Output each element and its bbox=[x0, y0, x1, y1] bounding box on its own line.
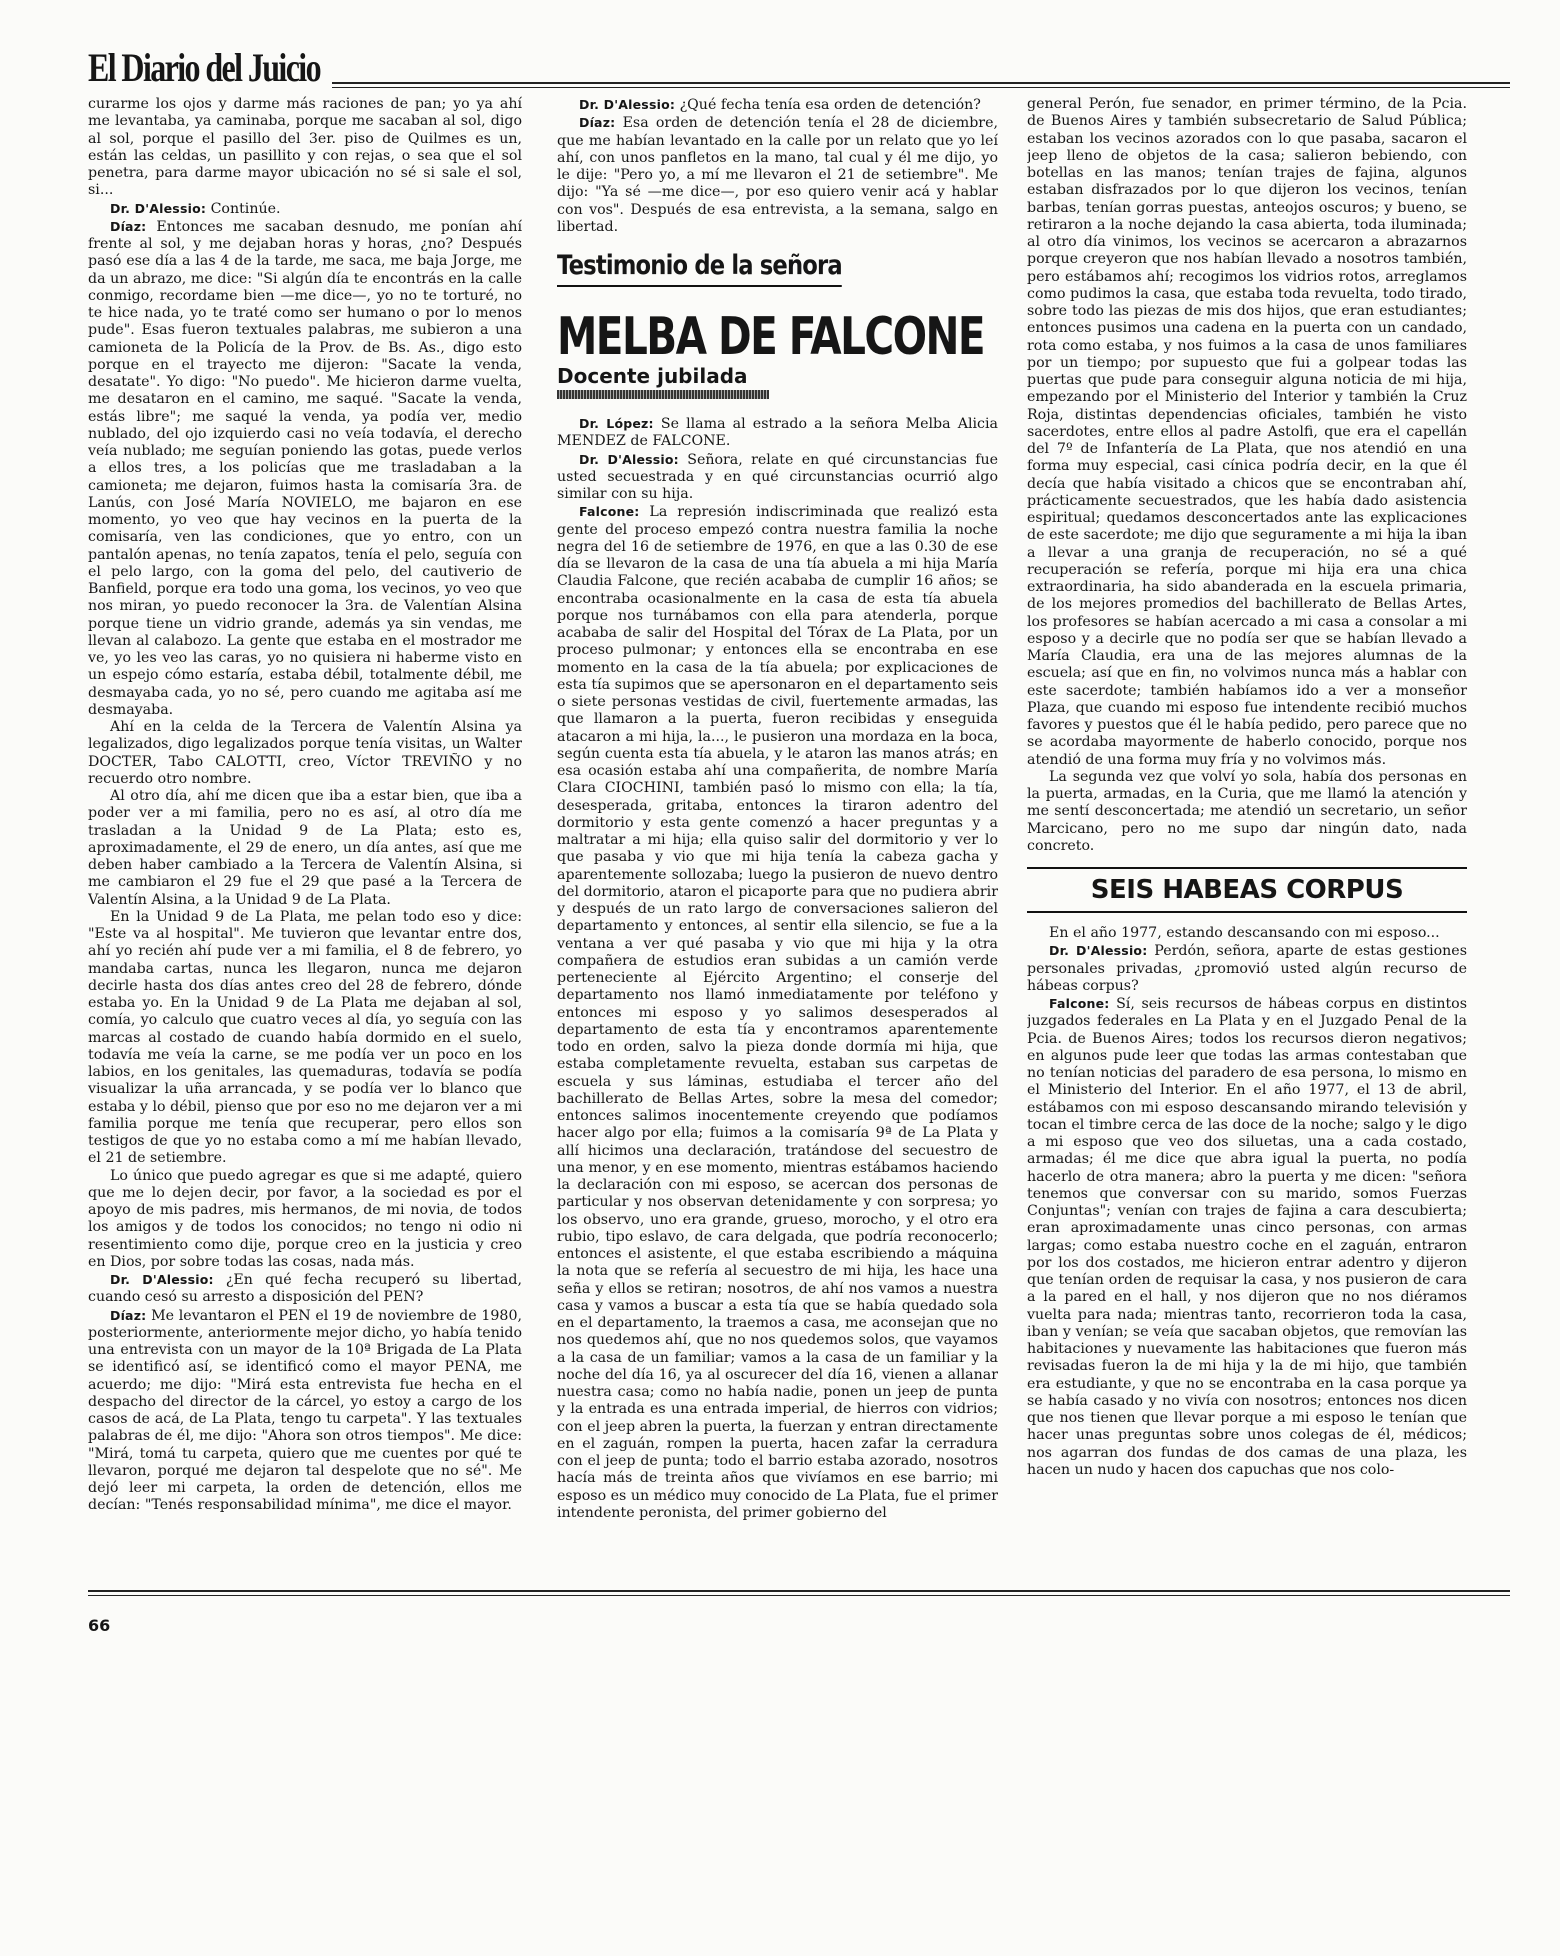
speech-text: ¿En qué fecha recuperó su libertad, cuando cesó su arresto a disposición del PEN? bbox=[88, 1272, 522, 1306]
speaker-label: Díaz: bbox=[110, 1307, 147, 1323]
speech-text: Perdón, señora, aparte de estas gestiones personales privadas, ¿promovió usted algún recurso de hábeas corpus? bbox=[1027, 943, 1467, 994]
speaker-label: Falcone: bbox=[579, 504, 640, 520]
witness-name-heading: MELBA DE FALCONE bbox=[557, 307, 985, 367]
speech-text: Señora, relate en qué circunstancias fue usted secuestrada y en qué circunstancias ocurrió algo similar con su hija. bbox=[557, 451, 998, 502]
speech-text: Me levantaron el PEN el 19 de noviembre de 1980, posteriormente, anteriormente mejor dicho, yo había tenido una entrevista con un mayor de la 10ª Brigada de La Plata se identificó así, se identificó como el mayor PENA, me acuerdo; me dijo: "Mirá esta entrevista fue hecha en el despacho del director de la cárcel, yo estoy a cargo de los casos de acá, de La Plata, tengo tu carpeta". Y las textuales palabras de él, me dijo: "Ahora son otros tiempos". Me dice: "Mirá, tomá tu carpeta, quiero que me cuentes por qué te llevaron, porqué me dejaron tal despelote que no sé". Me dejó leer mi carpeta, la orden de detención, ellos me decían: "Tenés responsabilidad mínima", me dice el mayor. bbox=[88, 1307, 522, 1514]
witness-subtitle: Docente jubilada bbox=[557, 364, 748, 388]
paragraph bbox=[557, 96, 998, 114]
speaker-label: Dr. D'Alessio: bbox=[110, 200, 207, 216]
paragraph: Ahí en la celda de la Tercera de Valentín Alsina ya legalizados, digo legalizados porque tenía visitas, un Walter DOCTER, Tabo CALOTTI, creo, Víctor TREVIÑO y no recuerdo otro nombre. bbox=[88, 719, 522, 787]
speech-text: Se llama al estrado a la señora Melba Alicia MENDEZ de FALCONE. bbox=[557, 416, 998, 450]
section-kicker: Testimonio de la señora bbox=[557, 250, 842, 287]
paragraph: general Perón, fue senador, en primer término, de la Pcia. de Buenos Aires y también subsecretario de Salud Pública; estaban los vecinos azorados con lo que pasaba, sacaron el jeep lleno de objetos de la casa; salieron bebiendo, con botellas en las manos; tenían trajes de fajina, algunos estaban disfrazados por lo que dijeron los vecinos, tenían barbas, tenían gorras puestas, anteojos oscuros; y bueno, se retiraron a la noche dejando la casa abierta, toda iluminada; al otro día vinimos, los vecinos se acercaron a abrazarnos porque creyeron que nos habían llevado a nosotros también, pero estábamos ahí; recogimos los vidrios rotos, arreglamos como pudimos la casa, que estaba toda revuelta, todo tirado, sobre todo las piezas de mis dos hijos, que eran estudiantes; entonces pusimos una cadena en la puerta con un candado, rota como estaba, y nos fuimos a la casa de unos familiares por un tiempo; por supuesto que fui a golpear todas las puertas que pude para conseguir alguna noticia de mi hija, empezando por el Ministerio del Interior y también la Cruz Roja, distintas dependencias oficiales, también he visto sacerdotes, entre ellos al padre Astolfi, que era el capellán del 7º de Infantería de La Plata, que nos atendió en una forma muy especial, casi cínica podría decir, en la que él decía que había visitado a chicos que se encontraban ahí, prácticamente secuestrados, que les había dado asistencia espiritual; quedamos desconcertados ante las explicaciones de este sacerdote; me dijo que seguramente a mi hija la iban a llevar a una granja de recuperación, no sé a qué recuperación se refería, porque mi hija era una chica extraordinaria, ha sido abanderada en la escuela primaria, de los mejores promedios del bachillerato de Bellas Artes, los profesores se habían acercado a mi casa a consolar a mi esposo y a decirle que no podía ser que se habían llevado a María Claudia, era una de las mejores alumnas de la escuela; así que en fin, no volvimos nunca más a hablar con este sacerdote; también habíamos ido a ver a monseñor Plaza, que cuando mi esposo fue intendente recibió muchos favores y puestos que él le había pedido, pero parece que no se acordaba mayormente de haberlo conocido, porque nos atendió de una forma muy fría y no volvimos más. bbox=[1027, 96, 1467, 768]
paragraph: Al otro día, ahí me dicen que iba a estar bien, que iba a poder ver a mi familia, pero no es así, al otro día me trasladan a la Unidad 9 de La Plata; esto es, aproximadamente, el 29 de enero, un día antes, así que me deben haber cambiado a la Tercera de Valentín Alsina, si me cambiaron el 29 fue el 29 que pasé a la Tercera de Valentín Alsina, a la Unidad 9 de La Plata. bbox=[88, 788, 522, 908]
masthead bbox=[88, 40, 1510, 90]
paragraph bbox=[88, 1271, 522, 1307]
paragraph: curarme los ojos y darme más raciones de pan; yo ya ahí me levantaba, ya caminaba, porque me sacaban al sol, digo al sol, porque el pasillo del 3er. piso de Quilmes es un, están las celdas, un pasillito y con rejas, o sea que el sol penetra, para darme mayor ubicación no sé si sale el sol, si... bbox=[88, 96, 522, 199]
speaker-label: Dr. D'Alessio: bbox=[110, 1272, 214, 1287]
masthead-rules bbox=[332, 79, 1510, 88]
paragraph: En la Unidad 9 de La Plata, me pelan todo eso y dice: "Este va al hospital". Me tuvieron que levantar entre dos, ahí yo recién ahí pude ver a mi familia, el 8 de febrero, yo mandaba cartas, nunca les llegaron, nunca me dejaron decirle hasta dos días antes creo del 28 de febrero, dónde estaba yo. En la Unidad 9 de La Plata me dejaban al sol, comía, yo calculo que cuatro veces al día, yo seguía con las marcas al costado de cuando había dormido en el suelo, todavía me veía la carne, se me podía ver un poco en los labios, en los genitales, las quemaduras, todavía se podía visualizar la uña arrancada, y se podía ver lo blanco que estaba y lo débil, pienso que por eso no me dejaron ver a mi familia porque me tenía que recuperar, pero ellos son testigos de que yo no estaba como a mí me habían llevado, el 21 de setiembre. bbox=[88, 908, 522, 1167]
speech-text: Entonces me sacaban desnudo, me ponían ahí frente al sol, y me dejaban horas y horas, ¿no? Después pasó ese día a las 4 de la tarde, me saca, me baja Jorge, me da un abrazo, me dice: "Si algún día te encontrás en la calle conmigo, recordame bien —me dice—, yo no te torturé, no te hice nada, yo te traté como ser humano o por lo menos pude". Esas fueron textuales palabras, me subieron a una camioneta de la Policía de la Prov. de Bs. As., digo esto porque en el trayecto me dijeron: "Sacate la venda, desatate". Yo digo: "No puedo". Me hicieron darme vuelta, me desataron en el camino, me saqué. "Sacate la venda, estás libre"; me saqué la venda, ya podía ver, medio nublado, del ojo izquierdo casi no veía todavía, el derecho veía nublado; me seguían poniendo las gotas, puede verlos a ellos tres, a los policías que me trasladaban a la camioneta; me dejaron, fuimos hasta la comisaría 3ra. de Lanús, con José María NOVIELO, me bajaron en ese momento, yo veo que hay vecinos en la puerta de la comisaría, ven las condiciones, que yo entro, con un pantalón apenas, no tenía zapatos, tenía el pelo, seguía con el pelo largo, con la goma del pelo, del cautiverio de Banfield, porque era todo una goma, los vecinos, yo veo que nos miran, yo puedo reconocer la 3ra. de Valentían Alsina porque tiene un vidrio grande, además ya sin vendas, me llevan al calabozo. La gente que estaba en el mostrador me ve, yo les veo las caras, yo no quisiera ni haberme visto en un espejo cómo estaría, estaba débil, totalmente débil, me desmayaba cada, yo no sé, pero cuando me agitaba así me desmayaba. bbox=[88, 218, 522, 718]
speech-text: ¿Qué fecha tenía esa orden de detención? bbox=[675, 97, 981, 113]
paragraph bbox=[88, 1307, 522, 1515]
speaker-label: Dr. D'Alessio: bbox=[1049, 943, 1148, 959]
paragraph bbox=[1027, 942, 1467, 995]
boxed-heading: SEIS HABEAS CORPUS bbox=[1027, 867, 1467, 913]
speaker-label: Díaz: bbox=[110, 218, 147, 234]
speech-text: Sí, seis recursos de hábeas corpus en distintos juzgados federales en La Plata y en el Juzgado Penal de la Pcia. de Buenos Aires; todos los recursos dieron negativos; en algunos pude leer que todas las armas contestaban que no tenían noticias del paradero de esa persona, lo mismo en el Ministerio del Interior. En el año 1977, el 13 de abril, estábamos con mi esposo descansando mirando televisión y tocan el timbre cerca de las doce de la noche; salgo y le digo a mi esposo que veo dos siluetas, una a cada costado, armadas; él me dice que abra igual la puerta, no podía hacerlo de otra manera; abro la puerta y me dicen: "señora tenemos que conversar con su marido, somos Fuerzas Conjuntas"; venían con trajes de fajina a cara descubierta; eran aproximadamente unas cinco personas, con armas largas; como estaba nuestro coche en el zaguán, entraron por los dos costados, me hicieron entrar adentro y dijeron que tenían orden de requisar la casa, y nos pusieron de cara a la pared en el hall, y nos dijeron que no nos diéramos vuelta para nada; mientras tanto, recorrieron toda la casa, iban y venían; se veía que sacaban objetos, que removían las habitaciones y nuevamente las habitaciones que fueron más revisadas fueron la de mi hija y la de mi hijo, que también era estudiante, y que no se encontraba en la casa porque ya se había casado y no vivía con nosotros; entonces nos dicen que nos tienen que llevar porque a mi esposo le tenían que hacer unas preguntas sobre unos colegas de él, médicos; nos agarran dos fundas de dos camas de una plaza, les hacen un nudo y hacen dos capuchas que nos colo- bbox=[1027, 996, 1467, 1478]
speaker-label: Dr. D'Alessio: bbox=[579, 97, 676, 112]
page-number: 66 bbox=[88, 1616, 111, 1635]
speech-text: La represión indiscriminada que realizó esta gente del proceso empezó contra nuestra familia la noche negra del 16 de setiembre de 1976, en que a las 0.30 de ese día se llevaron de la casa de una tía abuela a mi hija María Claudia Falcone, que recién acababa de cumplir 16 años; se encontraba ocasionalmente en la casa de esta tía abuela porque nos turnábamos con ella para atenderla, porque acababa de salir del Hospital del Tórax de La Plata, por un proceso pulmonar; y entonces ella se encontraba en ese momento en la casa de la tía abuela; por explicaciones de esta tía supimos que se apersonaron en el departamento seis o siete personas vestidas de civil, fuertemente armadas, las que llamaron a la puerta, fueron recibidas y enseguida atacaron a mi hija, la..., le pusieron una mordaza en la boca, según cuenta esta tía abuela, y le ataron las manos atrás; en esa ocasión estaba ahí una compañerita, de nombre María Clara CIOCHINI, también pasó lo mismo con ella; la tía, desesperada, gritaba, entonces la tiraron adentro del dormitorio y esta gente comenzó a hacer preguntas y a maltratar a mi hija; ella quiso salir del dormitorio y ver lo que pasaba y vio que mi hija tenía la cabeza gacha y aparentemente sollozaba; luego la pusieron de nuevo dentro del dormitorio, ataron el picaporte para que no pudiera abrir y después de un rato largo de conversaciones salieron del departamento y entonces, al sentir ella silencio, se fue a la ventana a ver qué pasaba y vio que mi hija y la otra compañera de estudios eran subidas a un camión verde perteneciente al Ejército Argentino; el conserje del departamento nos llamó inmediatamente por teléfono y entonces mi esposo y yo salimos desesperados al departamento de esta tía y encontramos aparentemente todo en orden, salvo la pieza donde dormía mi hija, que estaba completamente revuelta, estaban sus carpetas de escuela y sus láminas, estudiaba el tercer año del bachillerato de Bellas Artes, sobre la mesa del comedor; entonces salimos inocentemente creyendo que podíamos hacer algo por ella; fuimos a la comisaría 9ª de La Plata y allí hicimos una declaración, tratándose del secuestro de una menor, y en ese momento, mientras estábamos haciendo la declaración con mi esposo, se acercan dos personas de particular y nos observan detenidamente y con sorpresa; yo los observo, uno era grande, grueso, morocho, y el otro era rubio, tipo eslavo, de cara delgada, que podría reconocerlo; entonces el asistente, el que estaba escribiendo a máquina la nota que se refería al secuestro de mi hija, les hace una seña y ellos se retiran; nosotros, de ahí nos vamos a nuestra casa y vamos a buscar a esta tía que se había quedado sola en el departamento, la traemos a casa, me aconsejan que no nos quedemos ahí, que no nos quedemos solos, que vayamos a la casa de un familiar; vamos a la casa de un familiar y la noche del día 16, ya al oscurecer del día 16, vienen a allanar nuestra casa; como no había nadie, ponen un jeep de punta y la entrada es una entrada imperial, de hierros con vidrios; con el jeep abren la puerta, la fuerzan y entran directamente en el zaguán, rompen la puerta, hacen zafar la cerradura con el jeep de punta; todo el barrio estaba azorado, nosotros hacía más de treinta años que vivíamos en ese barrio; mi esposo es un médico muy conocido de La Plata, fue el primer intendente peronista, del primer gobierno del bbox=[557, 504, 998, 1521]
footer-rules bbox=[88, 1590, 1510, 1599]
paragraph: La segunda vez que volví yo sola, había dos personas en la puerta, armadas, en la Curia, que me llamó la atención y me sentí desconcertada; me atendió un secretario, un señor Marcicano, pero no me supo dar ningún dato, nada concreto. bbox=[1027, 768, 1467, 854]
paragraph bbox=[557, 451, 998, 504]
paragraph bbox=[88, 200, 522, 218]
paragraph bbox=[1027, 995, 1467, 1479]
speech-text: Esa orden de detención tenía el 28 de diciembre, que me habían levantado en la calle por un relato que yo leí ahí, con unos panfletos en la mano, tal cual y él me dijo, yo le dije: "Pero yo, a mí me llevaron el 21 de setiembre". Me dijo: "Ya sé —me dice—, por eso quiero venir acá y hablar con vos". Después de esa entrevista, a la semana, salgo en libertad. bbox=[557, 115, 998, 235]
section-heading bbox=[557, 250, 998, 399]
speech-text: Continúe. bbox=[206, 200, 281, 217]
column-2 bbox=[557, 96, 998, 1581]
speaker-label: Falcone: bbox=[1049, 996, 1110, 1011]
speaker-label: Dr. D'Alessio: bbox=[579, 451, 679, 467]
speaker-label: Dr. López: bbox=[579, 416, 654, 431]
paragraph bbox=[557, 503, 998, 1522]
masthead-title: El Diario del Juicio bbox=[88, 45, 320, 90]
paragraph bbox=[557, 415, 998, 451]
column-3 bbox=[1027, 96, 1467, 1581]
paragraph bbox=[88, 218, 522, 719]
decorative-hatch-bar bbox=[557, 390, 769, 399]
column-1 bbox=[88, 96, 522, 1581]
paragraph: En el año 1977, estando descansando con mi esposo... bbox=[1049, 925, 1440, 941]
speaker-label: Díaz: bbox=[579, 115, 616, 131]
paragraph bbox=[557, 114, 998, 236]
paragraph: Lo único que puedo agregar es que si me adapté, quiero que me lo dejen decir, por favor, a la sociedad es por el apoyo de mis padres, mis hermanos, de mi novia, de todos los amigos y de todos los conocidos; no tengo ni odio ni resentimiento como dije, porque creo en la justicia y creo en Dios, por sobre todas las cosas, nada más. bbox=[88, 1167, 522, 1270]
